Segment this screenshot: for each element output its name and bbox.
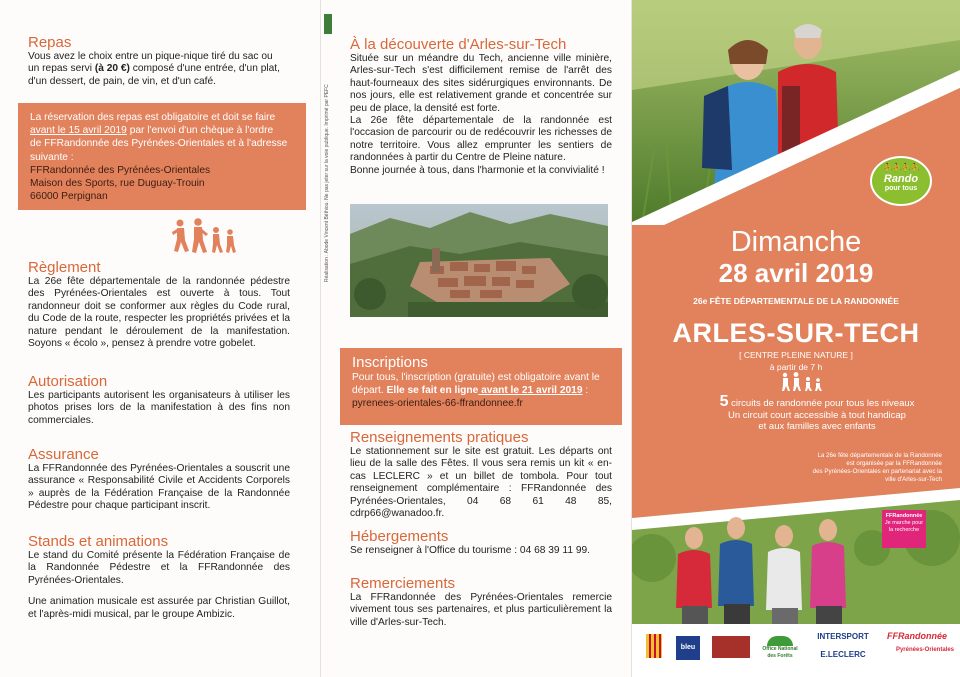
- stands-text-2: Une animation musicale est assurée par Christian Guillot, et l'après-midi musical, par le groupe Ambizic.: [28, 596, 290, 620]
- remerciements-section: [350, 575, 612, 629]
- stands-section: [28, 533, 290, 621]
- assurance-text: La FFRandonnée des Pyrénées-Orientales a souscrit une assurance « Responsabilité Civile et Accidents Corporels » auprès de la Fédération Française de la Randonnée Pédestre pour chaque participant inscrit.: [28, 463, 290, 512]
- circuits-number: 5: [719, 393, 729, 410]
- autorisation-section: [28, 373, 290, 427]
- reservation-box: La réservation des repas est obligatoire et doit se faire avant le 15 avril 2019 par l'envoi d'un chèque à l'ordre de FFRandonnée des Pyrénées-Orientales et à l'adresse suivante : FFRandonnée des Pyrénées-Orientales Maison des Sports, rue Duguay-Trouin 66000 Perpignan: [18, 103, 306, 210]
- decouverte-text-2: La 26e fête départementale de la randonnée est l'occasion de parcourir ou de redécouvrir les richesses de notre territoire. Vous allez emprunter les sentiers de randonnées à partir du Centre de Pleine nature.: [350, 115, 612, 164]
- cover-date: 28 avril 2019: [718, 258, 874, 288]
- logo-arles-icon: [712, 636, 750, 658]
- reglement-text: La 26e fête départementale de la randonnée pédestre des Pyrénées-Orientales est ouverte à tous. Tout randonneur doit se conformer aux règles du Code rural, du Code de la route, respecter les propriétés privées et la nature pendant le déroulement de la manifestation. Soyons « écolo », pensez à prendre votre gobelet.: [28, 276, 290, 350]
- renseignements-title: Renseignements pratiques: [350, 429, 529, 446]
- hikers-photo-bottom: [632, 488, 960, 624]
- cover-time: à partir de 7 h: [769, 362, 823, 372]
- inscriptions-url[interactable]: pyrenees-orientales-66-ffrandonnee.fr: [352, 398, 523, 410]
- vertical-credits: Réalisation : Abode Vincent Béthiou. Ne pas jeter sur la voie publique. Imprimé par PEFC: [324, 84, 330, 282]
- remerciements-text: La FFRandonnée des Pyrénées-Orientales remercie vivement tous ses partenaires, et plus particulièrement la ville d'Arles-sur-Tech.: [350, 592, 612, 628]
- autorisation-text: Les participants autorisent les organisateurs à utiliser les photos prises lors de la manifestation à des fins non commerciales.: [28, 390, 290, 426]
- onf-leaf-icon: [767, 636, 793, 646]
- cover-panel: [632, 0, 960, 677]
- cover-town: ARLES-SUR-TECH: [672, 318, 920, 348]
- repas-section: [28, 34, 290, 88]
- sponsor-strip: [632, 624, 960, 677]
- hebergements-text: Se renseigner à l'Office du tourisme : 04 68 39 11 99.: [350, 545, 590, 556]
- repas-title: Repas: [28, 34, 72, 51]
- catalan-flag-icon: [646, 634, 662, 658]
- stands-title: Stands et animations: [28, 533, 169, 550]
- small-hikers-icon: [780, 372, 826, 392]
- reglement-section: [28, 259, 290, 350]
- decouverte-text-3: Bonne journée à tous, dans l'harmonie et la convivialité !: [350, 164, 605, 176]
- assurance-section: [28, 446, 290, 513]
- logo-leclerc: E.LECLERC: [820, 650, 866, 659]
- reglement-title: Règlement: [28, 259, 101, 276]
- inscriptions-box: Inscriptions Pour tous, l'inscription (gratuite) est obligatoire avant le départ. Elle se fait en ligne avant le 21 avril 2019 : pyrenees-orientales-66-ffrandonnee.fr: [340, 348, 622, 425]
- assurance-title: Assurance: [28, 446, 99, 463]
- logo-ffrandonnee-sub: Pyrénées-Orientales: [895, 647, 954, 653]
- decouverte-text-1: Située sur un méandre du Tech, ancienne ville minière, Arles-sur-Tech s'est difficilement remise de l'arrêt des haut-fourneaux des sites sidérurgiques environnants. De nos jours, elle est relativement grande et concentrée sur peu de place, la densité est forte.: [350, 53, 612, 114]
- autorisation-title: Autorisation: [28, 373, 108, 390]
- logo-ffrandonnee: FFRandonnée: [887, 631, 947, 641]
- pefc-icon: [324, 14, 332, 34]
- cover-centre: [ CENTRE PLEINE NATURE ]: [739, 350, 853, 360]
- logo-bleu: bleu: [676, 636, 700, 660]
- decouverte-title: À la découverte d'Arles-sur-Tech: [350, 36, 567, 53]
- recherche-badge: FFRandonnée Je marche pour la recherche: [882, 510, 926, 548]
- organise-info: La 26e fête départementale de la Randonnée est organisée par la FFRandonnée des Pyrénées-Orientales en partenariat avec la ville d'Arles-sur-Tech: [812, 452, 942, 483]
- hikers-icon: [172, 218, 244, 254]
- renseignements-section: [350, 429, 612, 520]
- middle-panel: [322, 0, 630, 677]
- remerciements-title: Remerciements: [350, 575, 456, 592]
- stands-text-1: Le stand du Comité présente la Fédération Française de la Randonnée Pédestre et la FFRandonnée des Pyrénées-Orientales.: [28, 550, 290, 586]
- decouverte-section: [350, 36, 612, 177]
- rando-pour-tous-badge: ⛹⛹⛹⛹ Rando pour tous: [870, 156, 932, 206]
- repas-text: Vous avez le choix entre un pique-nique tiré du sac ou un repas servi (à 20 €) composé d'une entrée, d'un plat, d'un dessert, de pain, de vin, et d'un café.: [28, 51, 280, 87]
- cover-day: Dimanche: [730, 226, 862, 258]
- inscriptions-title: Inscriptions: [352, 354, 428, 371]
- logo-intersport: INTERSPORT: [817, 632, 869, 641]
- fold-line: [320, 0, 321, 677]
- logo-onf: Office National des Forêts: [758, 636, 802, 658]
- hebergements-section: [350, 528, 612, 557]
- badge-hikers-icon: ⛹⛹⛹⛹: [883, 163, 919, 172]
- renseignements-text: Le stationnement sur le site est gratuit. Les départs ont lieu de la salle des Fêtes. Il vous sera remis un kit « en-cas LECLERC » et un billet de tombola. Pour tout renseignement complémentaire : FFRandonnée des Pyrénées-Orientales, 04 68 61 48 85, cdrp66@wanadoo.fr.: [350, 446, 612, 520]
- left-panel: [0, 0, 320, 677]
- cover-fete: 26e FÊTE DÉPARTEMENTALE DE LA RANDONNÉE: [693, 296, 899, 306]
- village-photo: [350, 204, 608, 317]
- circuits-info: 5 circuits de randonnée pour tous les niveaux Un circuit court accessible à tout handicap et aux familles avec enfants: [719, 393, 915, 432]
- hebergements-title: Hébergements: [350, 528, 449, 545]
